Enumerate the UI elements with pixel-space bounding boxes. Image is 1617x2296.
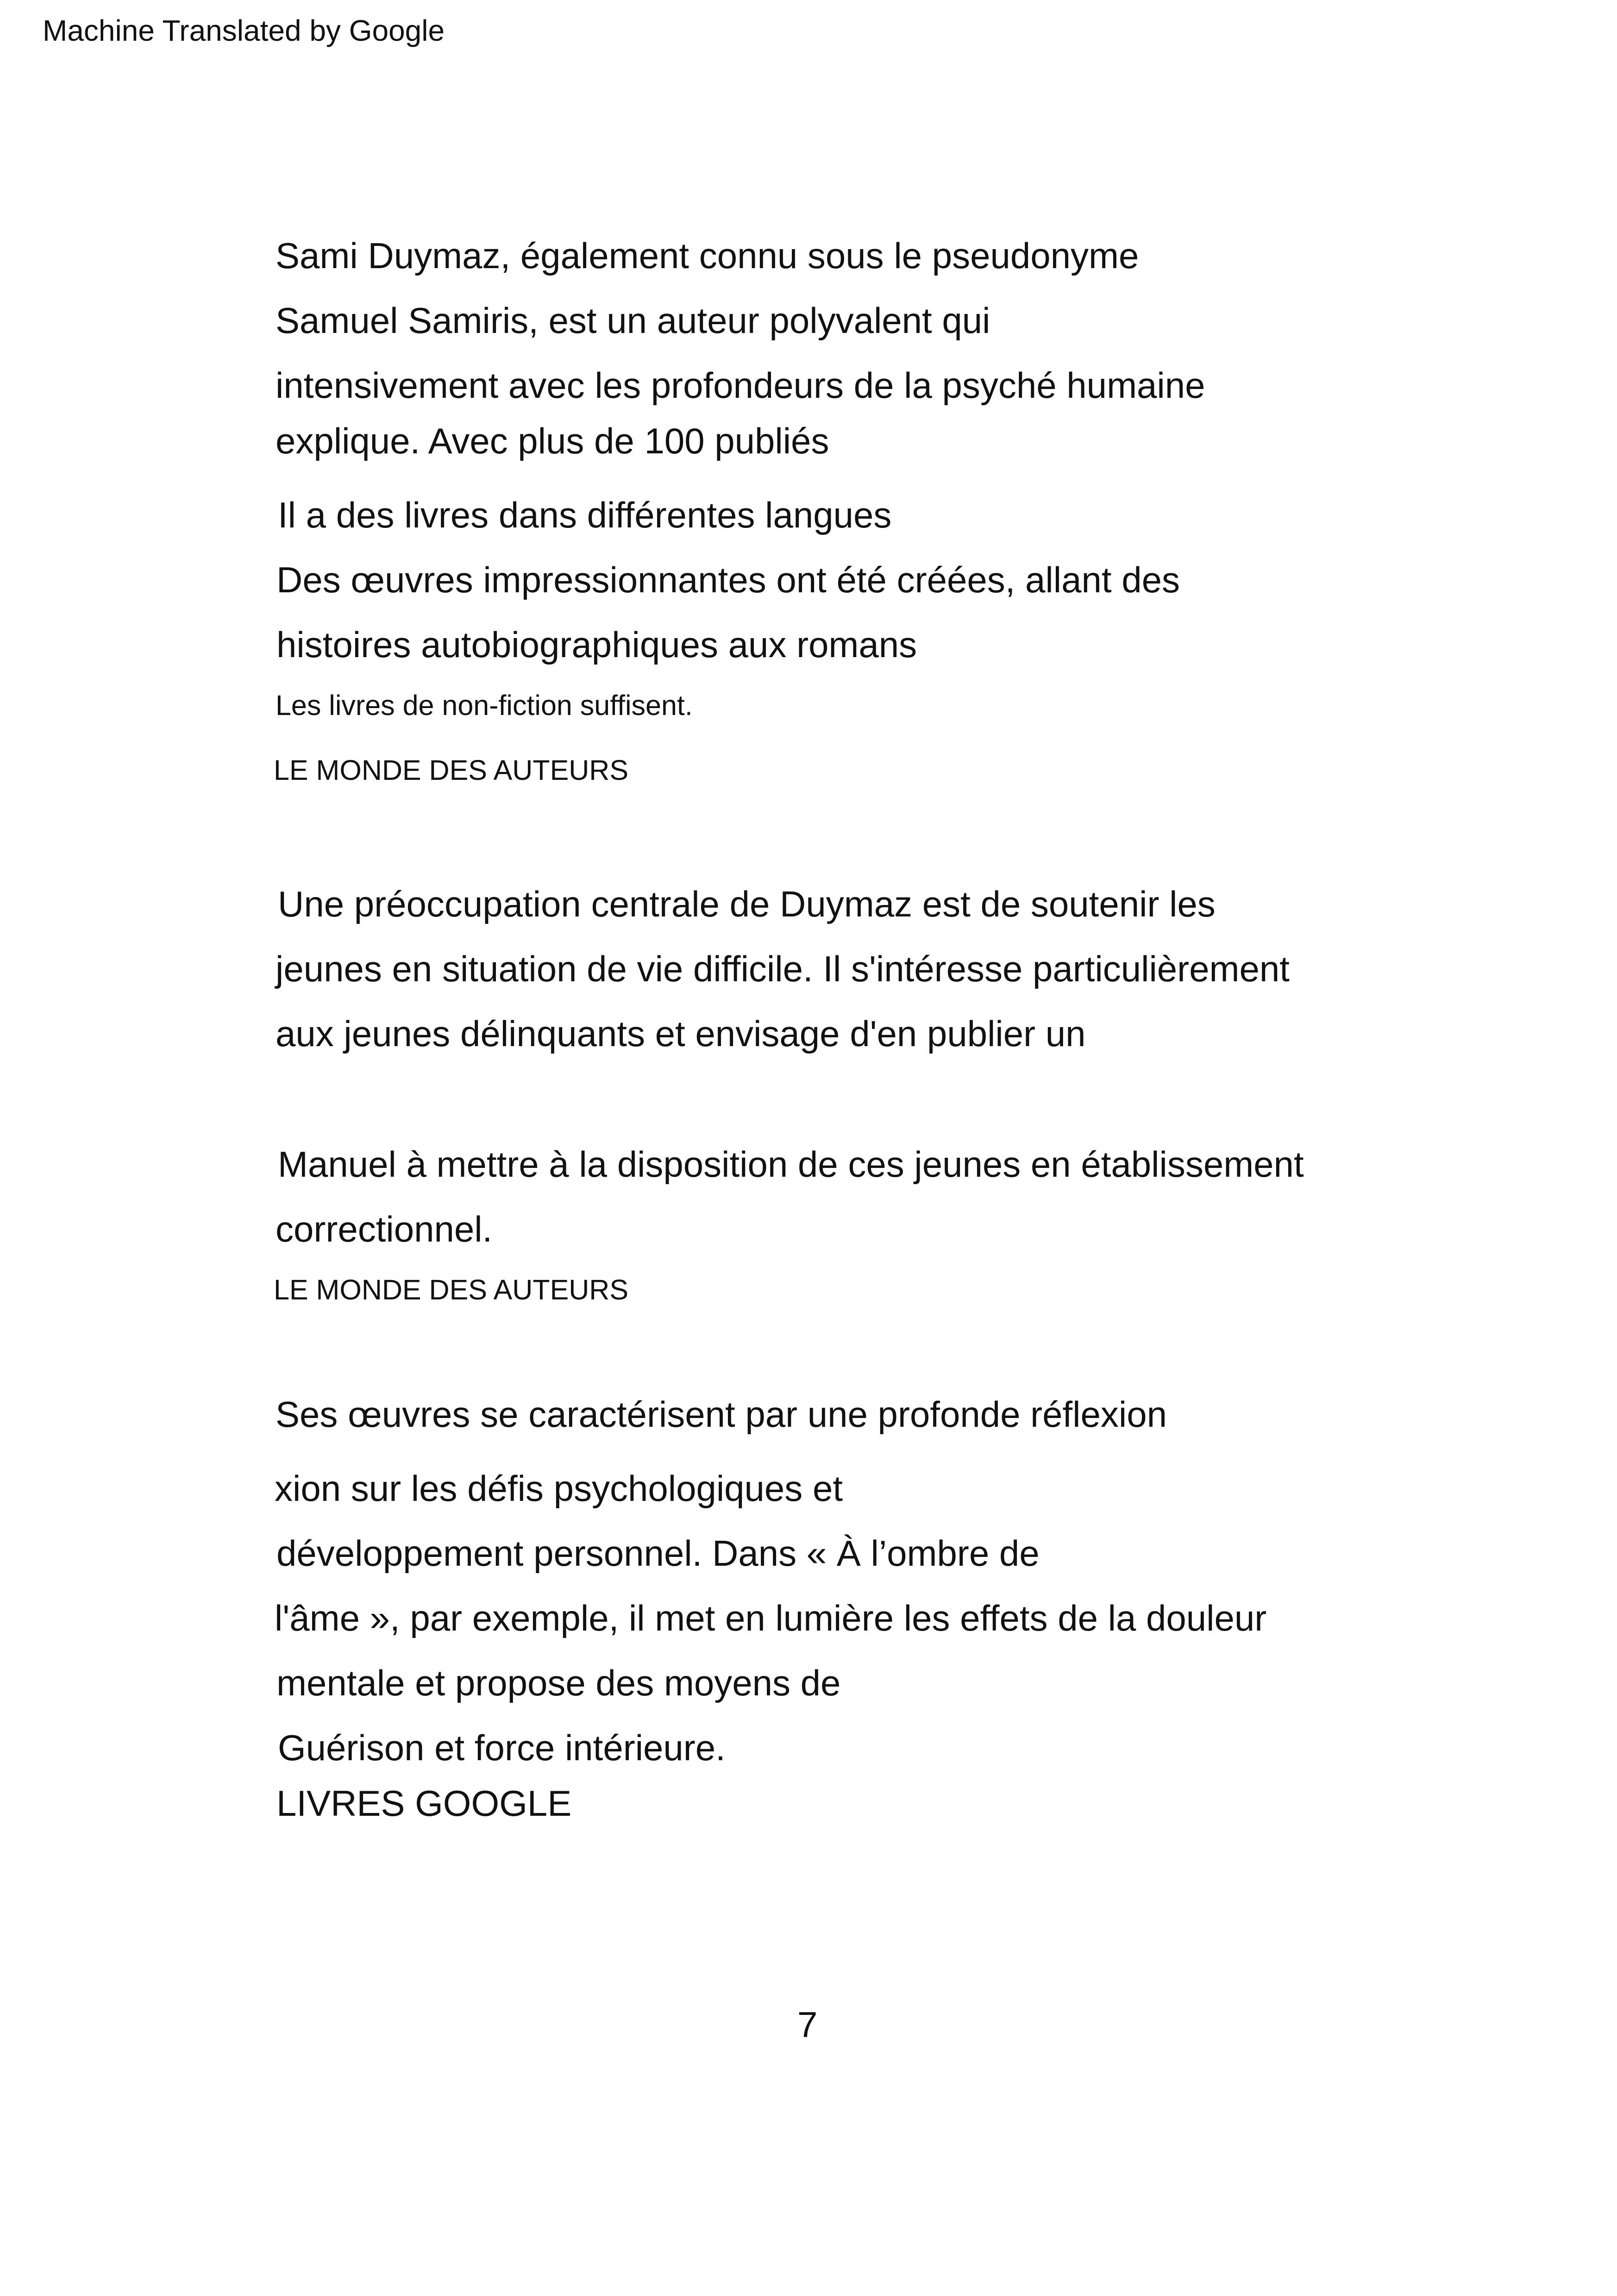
paragraph-line: Il a des livres dans différentes langues: [278, 495, 892, 535]
paragraph-line: Guérison et force intérieure.: [278, 1727, 726, 1768]
paragraph-line: Ses œuvres se caractérisent par une profonde réflexion: [276, 1394, 1167, 1435]
paragraph-line: aux jeunes délinquants et envisage d'en publier un: [276, 1013, 1086, 1054]
paragraph-line: histoires autobiographiques aux romans: [276, 624, 917, 665]
paragraph-line: correctionnel.: [276, 1209, 493, 1249]
machine-translation-banner: Machine Translated by Google: [43, 14, 445, 47]
paragraph-line: Sami Duymaz, également connu sous le pseudonyme: [276, 235, 1139, 276]
paragraph-line: l'âme », par exemple, il met en lumière les effets de la douleur: [275, 1598, 1267, 1638]
paragraph-line: xion sur les défis psychologiques et: [275, 1468, 843, 1509]
paragraph-note: Les livres de non-fiction suffisent.: [276, 690, 693, 721]
page-number: 7: [797, 2004, 818, 2045]
paragraph-line: développement personnel. Dans « À l’ombre de: [276, 1533, 1040, 1574]
source-label: LIVRES GOOGLE: [276, 1783, 572, 1824]
paragraph-line: mentale et propose des moyens de: [276, 1662, 841, 1703]
paragraph-line: intensivement avec les profondeurs de la psyché humaine: [276, 365, 1205, 406]
paragraph-line: Une préoccupation centrale de Duymaz est de soutenir les: [278, 884, 1216, 924]
source-label: LE MONDE DES AUTEURS: [274, 1274, 629, 1305]
paragraph-line: jeunes en situation de vie difficile. Il s'intéresse particulièrement: [276, 948, 1290, 989]
paragraph-line: Manuel à mettre à la disposition de ces jeunes en établissement: [278, 1144, 1304, 1185]
source-label: LE MONDE DES AUTEURS: [274, 754, 629, 786]
paragraph-line: Samuel Samiris, est un auteur polyvalent qui: [276, 300, 990, 341]
paragraph-line: explique. Avec plus de 100 publiés: [276, 420, 829, 461]
paragraph-line: Des œuvres impressionnantes ont été créées, allant des: [276, 559, 1180, 600]
